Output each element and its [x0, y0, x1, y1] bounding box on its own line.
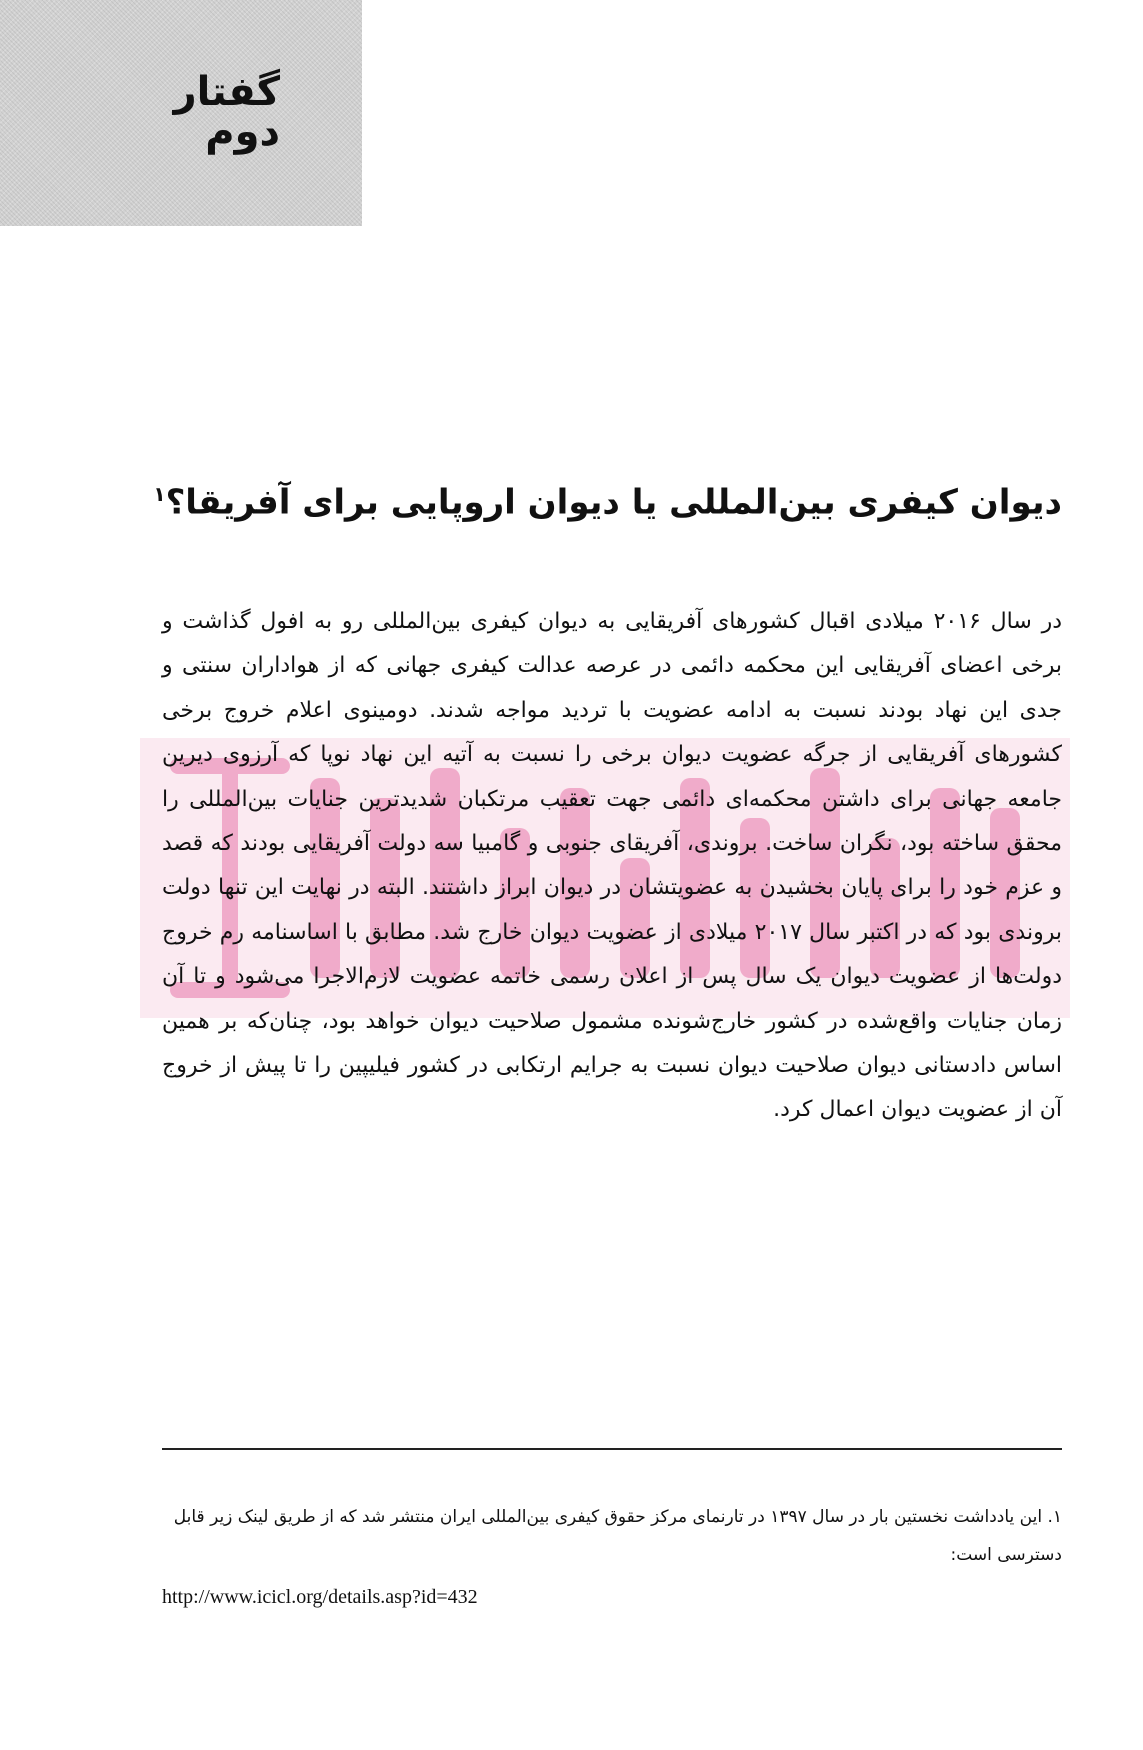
article-title: [153, 482, 1062, 523]
footnote: [162, 1498, 1062, 1574]
footnote-number: ۱.: [1047, 1507, 1062, 1527]
chapter-label: گفتار دوم: [173, 69, 280, 155]
footnote-text: این یادداشت نخستین بار در سال ۱۳۹۷ در تارنمای مرکز حقوق کیفری بین‌المللی ایران منتشر شد که از طریق لینک زیر قابل دسترسی است:: [173, 1507, 1062, 1565]
footnote-url: http://www.icicl.org/details.asp?id=432: [162, 1586, 478, 1608]
article-title-text: دیوان کیفری بین‌المللی یا دیوان اروپایی برای آفریقا؟: [165, 482, 1062, 523]
chapter-header-box: [0, 0, 362, 226]
body-paragraph: در سال ۲۰۱۶ میلادی اقبال کشورهای آفریقایی به دیوان کیفری بین‌المللی رو به افول گذاشت و برخی اعضای آفریقایی این محکمه دائمی در عرصه عدالت کیفری جهانی که از هواداران سنتی و جدی این نهاد بودند نسبت به ادامه عضویت با تردید مواجه شدند. دومینوی اعلام خروج برخی کشورهای آفریقایی از جرگه عضویت دیوان برخی را نسبت به آتیه این نهاد نوپا که آرزوی دیرین جامعه جهانی برای داشتن محکمه‌ای دائمی جهت تعقیب مرتکبان شدیدترین جنایات بین‌المللی را محقق ساخته بود، نگران ساخت. بروندی، آفریقای جنوبی و گامبیا سه دولت آفریقایی بودند که قصد و عزم خود را برای پایان بخشیدن به عضویتشان در دیوان ابراز داشتند. البته در نهایت این تنها دولت بروندی بود که در اکتبر سال ۲۰۱۷ میلادی از عضویت دیوان خارج شد. مطابق با اساسنامه رم خروج دولت‌ها از عضویت دیوان یک سال پس از اعلان رسمی خاتمه عضویت لازم‌الاجرا می‌شود و تا آن زمان جنایات واقع‌شده در کشور خارج‌شونده مشمول صلاحیت دیوان خواهد بود، چنان‌که بر همین اساس دادستانی دیوان صلاحیت دیوان نسبت به جرایم ارتکابی در کشور فیلیپین را تا پیش از خروج آن از عضویت دیوان اعمال کرد.: [162, 609, 1063, 1123]
body-text: [162, 600, 1062, 1133]
title-footnote-marker: ۱: [153, 482, 166, 506]
footnote-divider: [162, 1448, 1062, 1450]
